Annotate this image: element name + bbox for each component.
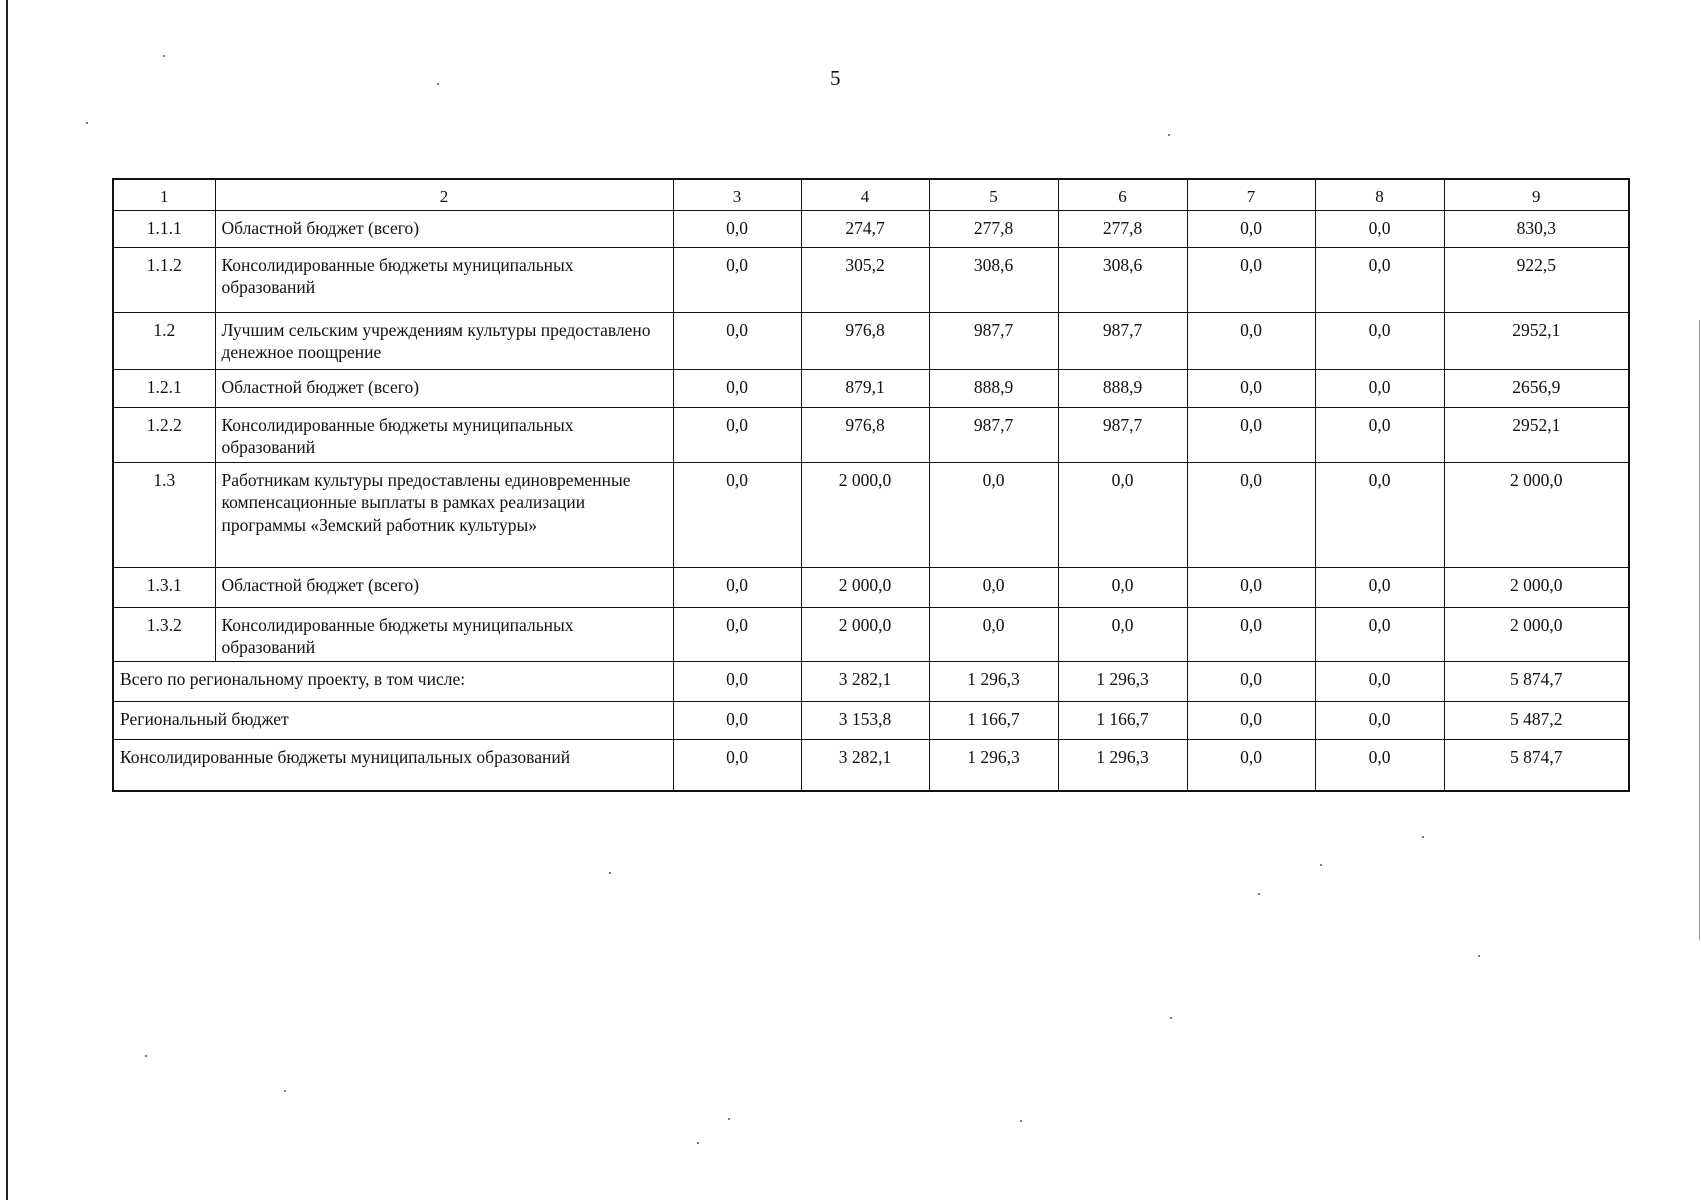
row-value-cell: 2 000,0 <box>1444 607 1629 662</box>
row-value-cell: 987,7 <box>929 312 1058 369</box>
scan-speck <box>437 83 439 85</box>
row-code-cell: 1.1.1 <box>113 210 215 247</box>
scan-speck <box>1168 134 1170 136</box>
row-value-cell: 0,0 <box>1058 607 1187 662</box>
table-row <box>113 607 1629 662</box>
row-code-cell: 1.1.2 <box>113 247 215 312</box>
row-value-cell: 0,0 <box>673 567 801 607</box>
row-value-cell: 987,7 <box>1058 407 1187 462</box>
row-value-cell: 0,0 <box>1187 247 1315 312</box>
scan-speck <box>1478 955 1480 957</box>
row-value-cell: 2 000,0 <box>801 567 929 607</box>
total-value-cell: 3 282,1 <box>801 662 929 702</box>
scan-speck <box>284 1090 286 1092</box>
total-value-cell: 5 487,2 <box>1444 702 1629 740</box>
total-row <box>113 702 1629 740</box>
total-value-cell: 0,0 <box>1187 740 1315 791</box>
scan-speck <box>1020 1120 1022 1122</box>
header-cell: 8 <box>1315 179 1444 210</box>
row-value-cell: 0,0 <box>1058 567 1187 607</box>
row-value-cell: 0,0 <box>929 462 1058 567</box>
total-value-cell: 5 874,7 <box>1444 662 1629 702</box>
row-code-cell: 1.3 <box>113 462 215 567</box>
row-value-cell: 0,0 <box>1187 462 1315 567</box>
header-cell: 2 <box>215 179 673 210</box>
total-value-cell: 1 296,3 <box>929 662 1058 702</box>
row-name-cell: Консолидированные бюджеты муниципальных образований <box>215 407 673 462</box>
row-code-cell: 1.2 <box>113 312 215 369</box>
total-value-cell: 0,0 <box>1315 740 1444 791</box>
total-value-cell: 0,0 <box>673 702 801 740</box>
row-value-cell: 277,8 <box>929 210 1058 247</box>
row-value-cell: 0,0 <box>1187 407 1315 462</box>
row-name-cell: Работникам культуры предоставлены единовременные компенсационные выплаты в рамках реализации программы «Земский работник культуры» <box>215 462 673 567</box>
row-name-cell: Областной бюджет (всего) <box>215 369 673 407</box>
table-row <box>113 369 1629 407</box>
row-value-cell: 277,8 <box>1058 210 1187 247</box>
row-value-cell: 0,0 <box>1315 407 1444 462</box>
scan-speck <box>728 1118 730 1120</box>
total-value-cell: 0,0 <box>1315 702 1444 740</box>
row-value-cell: 0,0 <box>1315 312 1444 369</box>
row-value-cell: 0,0 <box>1058 462 1187 567</box>
row-name-cell: Консолидированные бюджеты муниципальных образований <box>215 247 673 312</box>
row-value-cell: 922,5 <box>1444 247 1629 312</box>
total-row <box>113 662 1629 702</box>
row-value-cell: 0,0 <box>929 607 1058 662</box>
scan-speck <box>1170 1017 1172 1019</box>
row-code-cell: 1.3.1 <box>113 567 215 607</box>
total-value-cell: 0,0 <box>1187 702 1315 740</box>
row-value-cell: 274,7 <box>801 210 929 247</box>
scan-speck <box>1422 836 1424 838</box>
total-label-cell: Консолидированные бюджеты муниципальных образований <box>113 740 673 791</box>
row-value-cell: 888,9 <box>1058 369 1187 407</box>
total-value-cell: 0,0 <box>673 662 801 702</box>
total-value-cell: 1 296,3 <box>929 740 1058 791</box>
row-value-cell: 2 000,0 <box>801 462 929 567</box>
row-value-cell: 2 000,0 <box>1444 462 1629 567</box>
scan-speck <box>145 1055 147 1057</box>
total-label-cell: Региональный бюджет <box>113 702 673 740</box>
row-value-cell: 0,0 <box>673 210 801 247</box>
row-value-cell: 2 000,0 <box>1444 567 1629 607</box>
row-name-cell: Областной бюджет (всего) <box>215 567 673 607</box>
scan-speck <box>609 872 611 874</box>
table-row <box>113 407 1629 462</box>
header-cell: 6 <box>1058 179 1187 210</box>
table-header-row <box>113 179 1629 210</box>
row-value-cell: 308,6 <box>1058 247 1187 312</box>
header-cell: 9 <box>1444 179 1629 210</box>
row-value-cell: 0,0 <box>1315 462 1444 567</box>
row-value-cell: 987,7 <box>1058 312 1187 369</box>
scan-speck <box>1320 864 1322 866</box>
row-name-cell: Лучшим сельским учреждениям культуры предоставлено денежное поощрение <box>215 312 673 369</box>
scan-speck <box>86 122 88 124</box>
row-code-cell: 1.3.2 <box>113 607 215 662</box>
table-row <box>113 312 1629 369</box>
row-value-cell: 0,0 <box>1187 210 1315 247</box>
total-value-cell: 1 296,3 <box>1058 740 1187 791</box>
row-value-cell: 305,2 <box>801 247 929 312</box>
row-value-cell: 2656,9 <box>1444 369 1629 407</box>
row-value-cell: 0,0 <box>673 312 801 369</box>
total-value-cell: 0,0 <box>1315 662 1444 702</box>
row-value-cell: 987,7 <box>929 407 1058 462</box>
total-value-cell: 1 166,7 <box>1058 702 1187 740</box>
total-value-cell: 1 166,7 <box>929 702 1058 740</box>
row-value-cell: 0,0 <box>1187 567 1315 607</box>
row-value-cell: 2 000,0 <box>801 607 929 662</box>
total-value-cell: 1 296,3 <box>1058 662 1187 702</box>
row-code-cell: 1.2.1 <box>113 369 215 407</box>
row-value-cell: 0,0 <box>673 247 801 312</box>
total-value-cell: 3 282,1 <box>801 740 929 791</box>
row-value-cell: 0,0 <box>673 607 801 662</box>
row-value-cell: 0,0 <box>673 462 801 567</box>
total-value-cell: 5 874,7 <box>1444 740 1629 791</box>
page-number: 5 <box>830 66 841 90</box>
row-value-cell: 888,9 <box>929 369 1058 407</box>
table-row <box>113 210 1629 247</box>
header-cell: 7 <box>1187 179 1315 210</box>
row-value-cell: 0,0 <box>673 369 801 407</box>
header-cell: 3 <box>673 179 801 210</box>
row-code-cell: 1.2.2 <box>113 407 215 462</box>
row-value-cell: 0,0 <box>673 407 801 462</box>
budget-table <box>112 178 1630 792</box>
table-row <box>113 462 1629 567</box>
scan-speck <box>1258 893 1260 895</box>
table-body <box>113 179 1629 791</box>
row-value-cell: 976,8 <box>801 407 929 462</box>
row-value-cell: 976,8 <box>801 312 929 369</box>
header-cell: 5 <box>929 179 1058 210</box>
row-value-cell: 0,0 <box>1187 312 1315 369</box>
total-label-cell: Всего по региональному проекту, в том числе: <box>113 662 673 702</box>
page-edge-line-right <box>1699 320 1700 940</box>
row-value-cell: 0,0 <box>1315 210 1444 247</box>
row-value-cell: 879,1 <box>801 369 929 407</box>
row-value-cell: 2952,1 <box>1444 312 1629 369</box>
total-row <box>113 740 1629 791</box>
table-row <box>113 247 1629 312</box>
total-value-cell: 3 153,8 <box>801 702 929 740</box>
header-cell: 4 <box>801 179 929 210</box>
row-name-cell: Консолидированные бюджеты муниципальных образований <box>215 607 673 662</box>
row-name-cell: Областной бюджет (всего) <box>215 210 673 247</box>
row-value-cell: 830,3 <box>1444 210 1629 247</box>
total-value-cell: 0,0 <box>1187 662 1315 702</box>
row-value-cell: 0,0 <box>929 567 1058 607</box>
total-value-cell: 0,0 <box>673 740 801 791</box>
scan-speck <box>697 1142 699 1144</box>
row-value-cell: 0,0 <box>1315 369 1444 407</box>
header-cell: 1 <box>113 179 215 210</box>
scan-speck <box>163 55 165 57</box>
row-value-cell: 2952,1 <box>1444 407 1629 462</box>
row-value-cell: 0,0 <box>1187 369 1315 407</box>
row-value-cell: 0,0 <box>1187 607 1315 662</box>
table-row <box>113 567 1629 607</box>
row-value-cell: 0,0 <box>1315 247 1444 312</box>
row-value-cell: 0,0 <box>1315 607 1444 662</box>
row-value-cell: 308,6 <box>929 247 1058 312</box>
row-value-cell: 0,0 <box>1315 567 1444 607</box>
page-edge-line <box>6 0 8 1200</box>
